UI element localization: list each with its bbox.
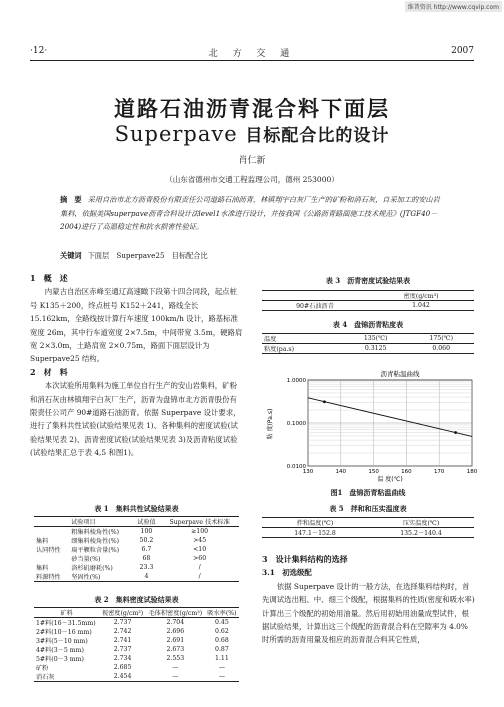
table-3	[262, 276, 474, 311]
table-1-cell: 6.7	[141, 546, 152, 553]
table-2-cell: 消石灰	[36, 674, 55, 681]
chart-y-tick: 0.1000	[286, 421, 306, 427]
table-2-cell: 1.11	[215, 655, 229, 662]
table-2-cell: 2.742	[113, 628, 132, 635]
table-2-cell: —	[172, 664, 179, 671]
table-2-cell: —	[172, 673, 179, 680]
table-1-cell: 扁平颗粒含量(%)	[71, 547, 120, 554]
keywords-label: 关键词	[60, 251, 82, 260]
table-1-cell: 68	[142, 555, 151, 562]
section-2-heading: 2 材 料	[30, 366, 68, 377]
table-3-cell: 90#石油沥青	[296, 303, 334, 310]
table-5-header: 压实温度(℃)	[402, 520, 440, 527]
chart-x-label: 温 度(℃)	[377, 476, 403, 483]
abstract-text: 采用自治市北方沥青股份有限责任公司道路石油沥青，林镇翔宇白灰厂生产的矿粉和消石灰，自采加工的安山岩集料，依据美国superpave沥青合料设计法level1水准进行设计，并按我国《公路沥青路面施工技术规范》(JTGF40－2004)进行了高温稳定性和抗水损害性验证。	[60, 195, 440, 231]
section-3-1-heading: 3.1 初选级配	[262, 568, 312, 578]
table-2-cell: 2.737	[113, 646, 132, 653]
table-2-cell: 0.68	[215, 637, 229, 644]
table-1-caption: 表 1 集料共性试验结果表	[94, 504, 179, 513]
table-5	[262, 504, 474, 538]
running-header	[30, 46, 474, 60]
chart-x-tick: 180	[466, 469, 478, 475]
table-2-cell: 4#料(3－5 mm)	[36, 647, 84, 654]
table-1-cell: 50.2	[139, 537, 154, 544]
table-1-cell: 坚固性(%)	[71, 574, 101, 581]
table-5-grid	[262, 517, 474, 538]
table-1-cell: 4	[144, 573, 149, 580]
table-1-cell: 粗集料棱角性(%)	[71, 529, 120, 536]
chart-y-tick: 0.0100	[286, 464, 306, 470]
table-2-row	[34, 627, 239, 636]
table-2-cell: 0.45	[215, 619, 229, 626]
table-2-header: 吸水率(%)	[207, 610, 237, 617]
table-2-cell: 5#料(0－3 mm)	[36, 656, 84, 663]
chart-data-point	[323, 400, 326, 403]
table-2	[34, 595, 239, 682]
table-2-row	[34, 645, 239, 654]
table-2-cell: —	[218, 673, 226, 680]
table-2-row	[34, 672, 239, 682]
table-1-cell: >60	[193, 555, 207, 562]
table-2-cell: 0.87	[215, 646, 229, 653]
table-2-cell: 3#料(5－10 mm)	[36, 638, 88, 645]
table-1-row	[34, 563, 239, 572]
section-1-body: 内蒙古自治区赤峰至通辽高速瞰下段第十四合同段，起点桩号 K135＋200，终点桩号 K152＋241，路线全长 15.162km，全路线按计算行车速度 100km/h 设计，路基标准宽度 26m，其中行车道宽度 2×7.5m，中间带宽 3.5m，硬路肩宽 2×3.0m，土路肩宽 2×0.75m，路面下面层设计为 Superpave25 结构。	[30, 287, 243, 364]
table-3-cell: 1.042	[412, 302, 430, 309]
table-1-cell: >45	[193, 537, 207, 544]
table-2-cell: 矿粉	[36, 665, 49, 672]
table-2-cell: 2.673	[166, 646, 185, 653]
chart-x-tick: 150	[368, 469, 379, 475]
table-5-caption: 表 5 拌和和压实温度表	[329, 504, 407, 513]
chart-series	[308, 398, 472, 437]
author: 肖仁新	[238, 156, 266, 166]
table-2-row	[34, 636, 239, 645]
table-2-cell: 2.696	[166, 628, 185, 635]
table-2-cell: 2.454	[113, 673, 132, 680]
journal-name: 北 方 交 通	[208, 49, 296, 59]
chart-x-tick: 170	[433, 469, 445, 475]
section-2-body: 本次试验所用集料为施工单位自行生产的安山岩集料，矿粉和消石灰由林镇翔宇白灰厂生产，沥青为盘锦市北方沥青股份有限责任公司产 90#道路石油沥青。依据 Superpave 设计要求，进行了集料共性试验(试验结果见表 1)、各种集料的密度试验(试验结果见表 2)、沥青密度试验(试验结果见表 3)及沥青粘度试验(试验结果汇总于表 4,5 和图1)。	[30, 381, 241, 458]
table-2-cell: 0.62	[215, 628, 229, 635]
chart-title: 沥青粘温曲线	[380, 370, 420, 378]
chart-series-line	[308, 398, 472, 437]
table-5-header: 拌和温度(℃)	[296, 520, 334, 527]
abstract-label: 摘 要	[60, 195, 82, 204]
table-4-grid	[262, 333, 474, 354]
table-4-cell: 温度	[264, 336, 277, 343]
table-1-cell: 砂当量(%)	[71, 556, 101, 563]
title-line-1: 道路石油沥青混合料下面层	[114, 96, 390, 121]
section-3-1-body: 依据 Superpave 设计的一般方法，在选择集料结构时，首先调试选出粗、中、细三个级配，根据集料的性质(密度和吸水率)计算出三个级配的初始用油量。然后用初始用油量成型试件，根据试验结果，计算出这三个级配的沥青混合料在空隙率为 4.0% 时所需的沥青用量及相应的沥青混合料其它性质，	[262, 581, 475, 645]
section-1-heading: 1 概 述	[30, 273, 68, 283]
table-4	[262, 320, 474, 354]
table-4-cell: 粘度(pa.s)	[264, 346, 294, 353]
table-2-cell: 1#料(16－31.5mm)	[36, 620, 96, 627]
header-rule	[30, 60, 474, 61]
chart-grid	[308, 380, 472, 466]
table-2-cell: 2.741	[113, 637, 132, 644]
table-3-grid	[262, 290, 474, 311]
title-line-2	[0, 121, 504, 146]
table-4-cell: 175(℃)	[429, 335, 453, 342]
table-1-group: 集料 料源特性	[36, 565, 61, 581]
watermark: 维普资讯 http://www.cqvip.com	[405, 1, 502, 12]
title-chinese: 目标配合比的设计	[245, 126, 390, 146]
table-5-cell: 135.2－140.4	[400, 530, 442, 537]
table-2-cell: 2.553	[166, 655, 185, 662]
table-2-cell: —	[218, 664, 226, 671]
table-4-caption: 表 4 盘锦沥青粘度表	[332, 320, 404, 329]
table-2-cell: 2.685	[113, 664, 132, 671]
table-4-cell: 0.3125	[364, 345, 387, 352]
title-latin: Superpave	[114, 122, 238, 146]
table-2-row	[34, 654, 239, 663]
chart-x-tick: 160	[401, 469, 412, 475]
year: 2007	[451, 46, 474, 56]
table-1-cell: 细集料棱角性(%)	[71, 538, 120, 545]
viscosity-temperature-chart	[262, 368, 478, 484]
chart-ticks	[287, 378, 478, 475]
chart-x-tick: 140	[335, 469, 347, 475]
table-1-header: 试验项目	[70, 519, 96, 526]
table-2-header: 毛体积密度(g/cm³)	[148, 610, 203, 617]
section-3-heading: 3 设计集料结构的选择	[262, 554, 348, 564]
table-1-cell: /	[198, 573, 201, 580]
table-1-group: 集料 认同特性	[36, 538, 61, 554]
table-2-caption: 表 2 集料密度试验结果表	[94, 595, 179, 604]
left-column	[30, 272, 243, 460]
table-2-grid	[34, 607, 239, 682]
table-3-caption: 表 3 沥青密度试验结果表	[325, 276, 411, 285]
chart-data-point	[454, 431, 457, 434]
table-1-cell: 100	[140, 528, 153, 535]
page-number: ·12·	[30, 46, 48, 56]
table-4-cell: 0.060	[432, 345, 451, 352]
table-1	[34, 504, 239, 582]
table-1-header: Superpave 技术标准	[169, 519, 230, 526]
right-column	[262, 553, 476, 647]
chart-x-tick: 130	[302, 469, 314, 475]
table-1-row	[34, 527, 239, 537]
keywords-text: 下面层 Superpave25 目标配合比	[87, 251, 208, 260]
affiliation: （山东省德州市交通工程监理公司，德州 253000）	[165, 175, 339, 184]
table-2-row	[34, 663, 239, 672]
abstract	[60, 193, 445, 234]
chart-y-tick: 1.0000	[286, 378, 306, 384]
table-1-cell: 洛杉矶磨耗(%)	[71, 565, 113, 572]
table-2-cell: 2.691	[166, 637, 185, 644]
table-1-header: 试验值	[137, 519, 156, 526]
table-1-grid	[34, 516, 239, 582]
keywords	[60, 251, 208, 261]
table-2-header: 矿料	[60, 610, 73, 617]
table-2-cell: 2.704	[166, 619, 185, 626]
table-1-cell: 23.3	[139, 564, 154, 571]
table-2-row	[34, 618, 239, 628]
table-2-cell: 2.734	[113, 655, 132, 662]
chart-y-label: 粘 度(Pa.s)	[267, 408, 274, 440]
table-1-cell: <10	[193, 546, 207, 553]
table-1-cell: /	[198, 564, 201, 571]
table-2-cell: 2#料(10－16 mm)	[36, 629, 92, 636]
table-1-cell: ≥100	[191, 528, 209, 535]
table-3-header: 密度(g/cm³)	[403, 293, 439, 300]
figure-1-caption: 图1 盘锦沥青粘温曲线	[330, 488, 406, 497]
table-4-cell: 135(℃)	[363, 335, 388, 342]
table-5-cell: 147.1－152.8	[294, 530, 336, 537]
table-2-header: 视密度(g/cm³)	[101, 610, 144, 617]
table-2-cell: 2.737	[113, 619, 132, 626]
